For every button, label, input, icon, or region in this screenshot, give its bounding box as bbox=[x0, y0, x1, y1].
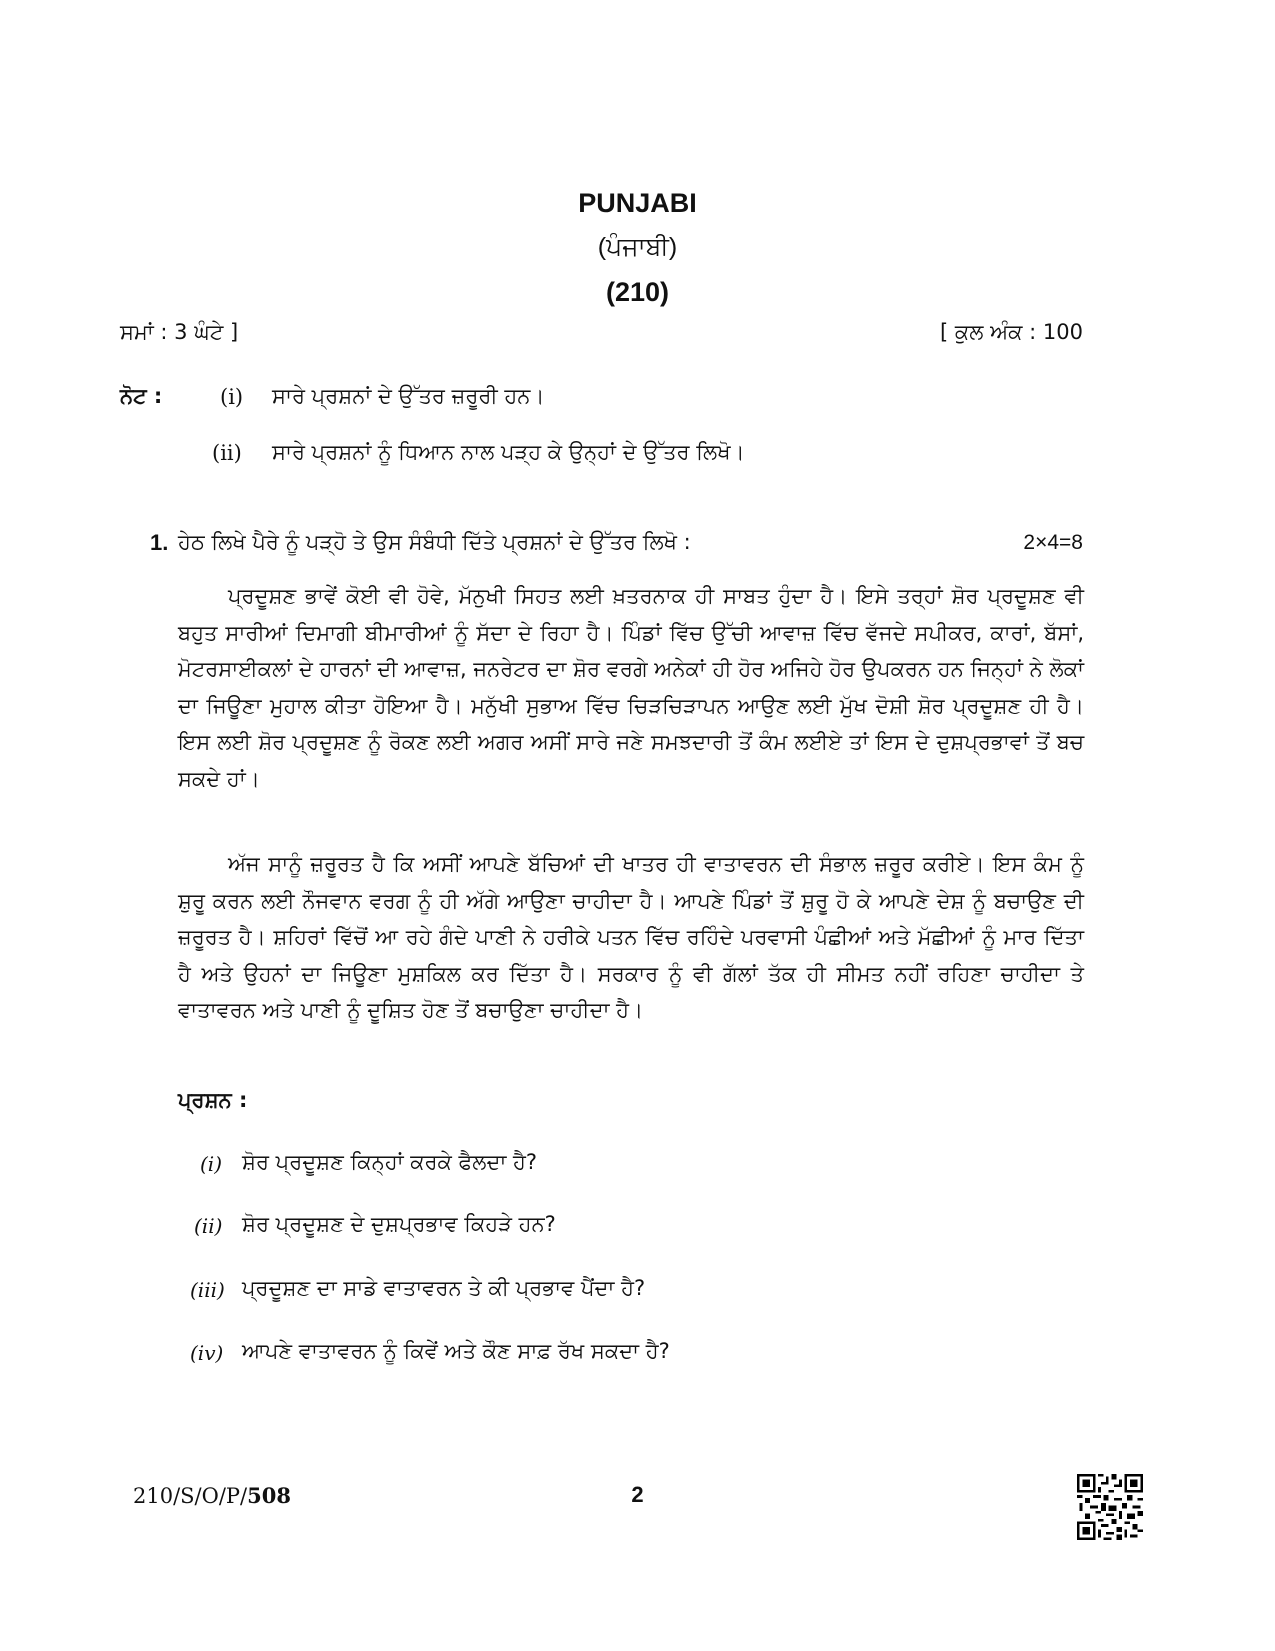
note-label: ਨੋਟ : bbox=[120, 384, 163, 408]
question-number: 1. bbox=[150, 530, 169, 555]
question-instruction: ਹੇਠ ਲਿਖੇ ਪੈਰੇ ਨੂੰ ਪੜ੍ਹੋ ਤੇ ਉਸ ਸੰਬੰਧੀ ਦਿੱਤੇ ਪ੍ਰਸ਼ਨਾਂ ਦੇ ਉੱਤਰ ਲਿਖੋ : bbox=[178, 530, 691, 554]
page-number: 2 bbox=[631, 1482, 644, 1507]
sub-question-text: ਪ੍ਰਦੂਸ਼ਣ ਦਾ ਸਾਡੇ ਵਾਤਾਵਰਨ ਤੇ ਕੀ ਪ੍ਰਭਾਵ ਪੈਂਦਾ ਹੈ? bbox=[242, 1276, 646, 1300]
subject-title-punjabi: (ਪੰਜਾਬੀ) bbox=[597, 233, 678, 261]
sub-question-number: (i) bbox=[200, 1152, 223, 1176]
passage-paragraph: ਪ੍ਰਦੂਸ਼ਣ ਭਾਵੇਂ ਕੋਈ ਵੀ ਹੋਵੇ, ਮੱਨੁਖੀ ਸਿਹਤ ਲਈ ਖ਼ਤਰਨਾਕ ਹੀ ਸਾਬਤ ਹੁੰਦਾ ਹੈ। ਇਸੇ ਤਰ੍ਹਾਂ ਸ਼ੋਰ ਪ੍ਰਦੂਸ਼ਣ ਵੀ ਬਹੁਤ ਸਾਰੀਆਂ ਦਿਮਾਗੀ ਬੀਮਾਰੀਆਂ ਨੂੰ ਸੱਦਾ ਦੇ ਰਿਹਾ ਹੈ। ਪਿੰਡਾਂ ਵਿੱਚ ਉੱਚੀ ਆਵਾਜ਼ ਵਿੱਚ ਵੱਜਦੇ ਸਪੀਕਰ, ਕਾਰਾਂ, ਬੱਸਾਂ, ਮੋਟਰਸਾਈਕਲਾਂ ਦੇ ਹਾਰਨਾਂ ਦੀ ਆਵਾਜ਼, ਜਨਰੇਟਰ ਦਾ ਸ਼ੋਰ ਵਰਗੇ ਅਨੇਕਾਂ ਹੀ ਹੋਰ ਅਜਿਹੇ ਹੋਰ ਉਪਕਰਨ ਹਨ ਜਿਨ੍ਹਾਂ ਨੇ ਲੋਕਾਂ ਦਾ ਜਿਊਣਾ ਮੁਹਾਲ ਕੀਤਾ ਹੋਇਆ ਹੈ। ਮਨੁੱਖੀ ਸੁਭਾਅ ਵਿੱਚ ਚਿੜਚਿੜਾਪਨ ਆਉਣ ਲਈ ਮੁੱਖ ਦੋਸ਼ੀ ਸ਼ੋਰ ਪ੍ਰਦੂਸ਼ਣ ਹੀ ਹੈ। ਇਸ ਲਈ ਸ਼ੋਰ ਪ੍ਰਦੂਸ਼ਣ ਨੂੰ ਰੋਕਣ ਲਈ ਅਗਰ ਅਸੀਂ ਸਾਰੇ ਜਣੇ ਸਮਝਦਾਰੀ ਤੋਂ ਕੰਮ ਲਈਏ ਤਾਂ ਇਸ ਦੇ ਦੁਸ਼ਪ੍ਰਭਾਵਾਂ ਤੋਂ ਬਚ ਸਕਦੇ ਹਾਂ। bbox=[178, 584, 1084, 791]
paper-code-prefix: 210/S/O/P/ bbox=[133, 1484, 248, 1508]
note-num: (i) bbox=[220, 385, 244, 409]
questions-label: ਪ੍ਰਸ਼ਨ : bbox=[178, 1088, 248, 1112]
max-marks: [ ਕੁਲ ਅੰਕ : 100 bbox=[940, 320, 1083, 344]
note-text: ਸਾਰੇ ਪ੍ਰਸ਼ਨਾਂ ਦੇ ਉੱਤਰ ਜ਼ਰੂਰੀ ਹਨ। bbox=[272, 384, 545, 408]
sub-question-number: (iii) bbox=[190, 1278, 225, 1302]
sub-question-text: ਸ਼ੋਰ ਪ੍ਰਦੂਸ਼ਣ ਕਿਨ੍ਹਾਂ ਕਰਕੇ ਫੈਲਦਾ ਹੈ? bbox=[242, 1150, 538, 1174]
passage-paragraph: ਅੱਜ ਸਾਨੂੰ ਜ਼ਰੂਰਤ ਹੈ ਕਿ ਅਸੀਂ ਆਪਣੇ ਬੱਚਿਆਂ ਦੀ ਖਾਤਰ ਹੀ ਵਾਤਾਵਰਨ ਦੀ ਸੰਭਾਲ ਜ਼ਰੂਰ ਕਰੀਏ। ਇਸ ਕੰਮ ਨੂੰ ਸ਼ੁਰੂ ਕਰਨ ਲਈ ਨੌਜਵਾਨ ਵਰਗ ਨੂੰ ਹੀ ਅੱਗੇ ਆਉਣਾ ਚਾਹੀਦਾ ਹੈ। ਆਪਣੇ ਪਿੰਡਾਂ ਤੋਂ ਸ਼ੁਰੂ ਹੋ ਕੇ ਆਪਣੇ ਦੇਸ਼ ਨੂੰ ਬਚਾਉਣ ਦੀ ਜ਼ਰੂਰਤ ਹੈ। ਸ਼ਹਿਰਾਂ ਵਿੱਚੋਂ ਆ ਰਹੇ ਗੰਦੇ ਪਾਣੀ ਨੇ ਹਰੀਕੇ ਪਤਨ ਵਿੱਚ ਰਹਿੰਦੇ ਪਰਵਾਸੀ ਪੰਛੀਆਂ ਅਤੇ ਮੱਛੀਆਂ ਨੂੰ ਮਾਰ ਦਿੱਤਾ ਹੈ ਅਤੇ ਉਹਨਾਂ ਦਾ ਜਿਊਣਾ ਮੁਸ਼ਕਿਲ ਕਰ ਦਿੱਤਾ ਹੈ। ਸਰਕਾਰ ਨੂੰ ਵੀ ਗੱਲਾਂ ਤੱਕ ਹੀ ਸੀਮਤ ਨਹੀਂ ਰਹਿਣਾ ਚਾਹੀਦਾ ਤੇ ਵਾਤਾਵਰਨ ਅਤੇ ਪਾਣੀ ਨੂੰ ਦੂਸ਼ਿਤ ਹੋਣ ਤੋਂ ਬਚਾਉਣਾ ਚਾਹੀਦਾ ਹੈ। bbox=[178, 852, 1084, 1022]
qr-code-icon bbox=[1077, 1474, 1143, 1540]
note-text: ਸਾਰੇ ਪ੍ਰਸ਼ਨਾਂ ਨੂੰ ਧਿਆਨ ਨਾਲ ਪੜ੍ਹ ਕੇ ਉਨ੍ਹਾਂ ਦੇ ਉੱਤਰ ਲਿਖੋ। bbox=[272, 440, 745, 464]
subject-title: PUNJABI bbox=[578, 188, 697, 218]
sub-question-text: ਸ਼ੋਰ ਪ੍ਰਦੂਸ਼ਣ ਦੇ ਦੁਸ਼ਪ੍ਰਭਾਵ ਕਿਹੜੇ ਹਨ? bbox=[242, 1212, 556, 1236]
time-allowed: ਸਮਾਂ : 3 ਘੰਟੇ ] bbox=[120, 320, 239, 344]
subject-code: (210) bbox=[605, 277, 670, 307]
sub-question-text: ਆਪਣੇ ਵਾਤਾਵਰਨ ਨੂੰ ਕਿਵੇਂ ਅਤੇ ਕੌਣ ਸਾਫ਼ ਰੱਖ ਸਕਦਾ ਹੈ? bbox=[242, 1339, 670, 1363]
note-num: (ii) bbox=[212, 441, 242, 465]
paper-code-number: 508 bbox=[247, 1483, 291, 1508]
sub-question-number: (iv) bbox=[190, 1341, 224, 1365]
question-marks: 2×4=8 bbox=[1023, 531, 1083, 554]
sub-question-number: (ii) bbox=[194, 1214, 223, 1238]
